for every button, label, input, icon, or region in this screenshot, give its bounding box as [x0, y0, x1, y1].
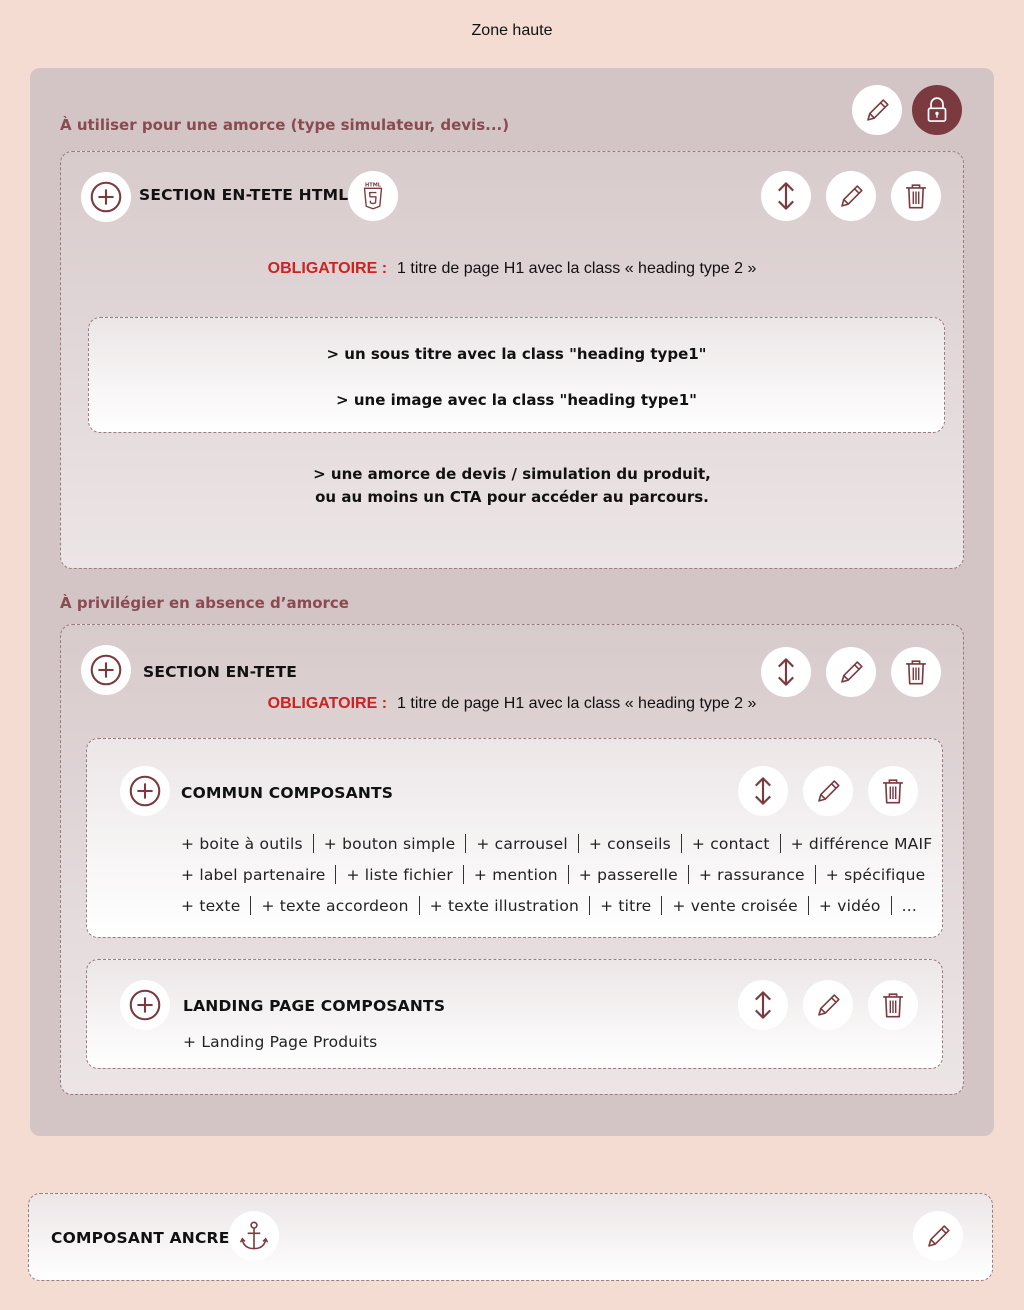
component-item[interactable]: + boite à outils — [181, 835, 303, 853]
component-item[interactable]: + rassurance — [698, 866, 805, 884]
pencil-icon — [920, 1218, 956, 1254]
component-item[interactable]: + texte — [181, 897, 241, 915]
inner-line-image: > une image avec la class "heading type1" — [336, 391, 697, 409]
panel-edit-button[interactable] — [852, 85, 902, 135]
component-row — [181, 896, 917, 915]
divider — [313, 834, 314, 853]
component-item[interactable]: + liste fichier — [346, 866, 453, 884]
divider — [815, 865, 816, 884]
component-item[interactable]: + vidéo — [818, 897, 881, 915]
obligatoire-label: OBLIGATOIRE : — [267, 260, 388, 277]
obligatoire-line — [61, 260, 963, 278]
landing-title: LANDING PAGE COMPOSANTS — [183, 997, 446, 1015]
component-item[interactable]: + différence MAIF — [790, 835, 933, 853]
pencil-icon — [810, 987, 846, 1023]
trash-icon — [875, 773, 911, 809]
edit-button[interactable] — [803, 980, 853, 1030]
divider — [661, 896, 662, 915]
section-title: SECTION EN-TETE — [143, 663, 298, 681]
component-item[interactable]: + texte illustration — [429, 897, 580, 915]
amorce-line-1: > une amorce de devis / simulation du produit, — [313, 465, 711, 483]
ancre-title: COMPOSANT ANCRE — [51, 1229, 230, 1247]
obligatoire-label: OBLIGATOIRE : — [267, 695, 388, 712]
html5-badge — [348, 171, 398, 221]
divider — [681, 834, 682, 853]
move-button[interactable] — [761, 647, 811, 697]
edit-button[interactable] — [826, 647, 876, 697]
delete-button[interactable] — [868, 766, 918, 816]
divider — [780, 834, 781, 853]
trash-icon — [875, 987, 911, 1023]
move-button[interactable] — [738, 766, 788, 816]
amorce-label: À utiliser pour une amorce (type simulateur, devis...) — [60, 116, 510, 134]
delete-button[interactable] — [891, 171, 941, 221]
component-item[interactable]: ... — [901, 897, 917, 915]
edit-button[interactable] — [826, 171, 876, 221]
plus-circle-icon — [87, 651, 125, 689]
component-item[interactable]: + titre — [600, 897, 652, 915]
anchor-icon — [236, 1218, 272, 1254]
divider — [808, 896, 809, 915]
section-entete-html — [60, 151, 964, 569]
main-panel — [30, 68, 994, 1136]
absence-label: À privilégier en absence d’amorce — [60, 594, 349, 612]
section-title: SECTION EN-TETE HTML — [139, 186, 349, 204]
pencil-icon — [833, 178, 869, 214]
move-vertical-icon — [768, 178, 804, 214]
html5-icon — [356, 179, 390, 213]
component-item[interactable]: + conseils — [588, 835, 671, 853]
component-row — [181, 865, 925, 884]
anchor-badge — [229, 1211, 279, 1261]
obligatoire-line — [61, 695, 963, 713]
edit-button[interactable] — [913, 1211, 963, 1261]
inner-requirements-box — [88, 317, 945, 433]
component-item[interactable]: + label partenaire — [181, 866, 326, 884]
add-component-button[interactable] — [120, 980, 170, 1030]
divider — [688, 865, 689, 884]
component-item[interactable]: + spécifique — [825, 866, 926, 884]
divider — [250, 896, 251, 915]
component-row — [181, 834, 932, 853]
divider — [578, 834, 579, 853]
component-item[interactable]: + contact — [691, 835, 770, 853]
pencil-icon — [810, 773, 846, 809]
move-vertical-icon — [745, 773, 781, 809]
trash-icon — [898, 654, 934, 690]
obligatoire-text: 1 titre de page H1 avec la class « heading type 2 » — [397, 260, 757, 277]
move-vertical-icon — [745, 987, 781, 1023]
panel-lock-button[interactable] — [912, 85, 962, 135]
delete-button[interactable] — [868, 980, 918, 1030]
add-component-button[interactable] — [120, 766, 170, 816]
edit-button[interactable] — [803, 766, 853, 816]
trash-icon — [898, 178, 934, 214]
plus-circle-icon — [126, 772, 164, 810]
zone-title: Zone haute — [471, 22, 553, 39]
composant-ancre — [28, 1193, 993, 1281]
amorce-line-2: ou au moins un CTA pour accéder au parcours. — [315, 488, 709, 506]
svg-text:HTML: HTML — [364, 182, 382, 189]
commun-title: COMMUN COMPOSANTS — [181, 784, 394, 802]
lock-icon — [920, 93, 954, 127]
component-item[interactable]: + vente croisée — [672, 897, 798, 915]
landing-composants-box — [86, 959, 943, 1069]
divider — [463, 865, 464, 884]
component-item[interactable]: + bouton simple — [323, 835, 456, 853]
move-button[interactable] — [738, 980, 788, 1030]
divider — [465, 834, 466, 853]
component-item[interactable]: + Landing Page Produits — [183, 1033, 378, 1051]
plus-circle-icon — [87, 178, 125, 216]
component-item[interactable]: + passerelle — [578, 866, 678, 884]
divider — [335, 865, 336, 884]
component-row — [183, 1033, 377, 1051]
add-section-button[interactable] — [81, 645, 131, 695]
divider — [419, 896, 420, 915]
divider — [589, 896, 590, 915]
pencil-icon — [833, 654, 869, 690]
component-item[interactable]: + carrousel — [476, 835, 568, 853]
add-section-button[interactable] — [81, 172, 131, 222]
delete-button[interactable] — [891, 647, 941, 697]
divider — [891, 896, 892, 915]
component-item[interactable]: + mention — [473, 866, 558, 884]
component-item[interactable]: + texte accordeon — [261, 897, 409, 915]
move-vertical-icon — [768, 654, 804, 690]
plus-circle-icon — [126, 986, 164, 1024]
move-button[interactable] — [761, 171, 811, 221]
inner-line-subtitle: > un sous titre avec la class "heading type1" — [326, 345, 707, 363]
commun-composants-box — [86, 738, 943, 938]
section-entete — [60, 624, 964, 1095]
pencil-icon — [859, 92, 895, 128]
obligatoire-text: 1 titre de page H1 avec la class « heading type 2 » — [397, 695, 757, 712]
divider — [568, 865, 569, 884]
